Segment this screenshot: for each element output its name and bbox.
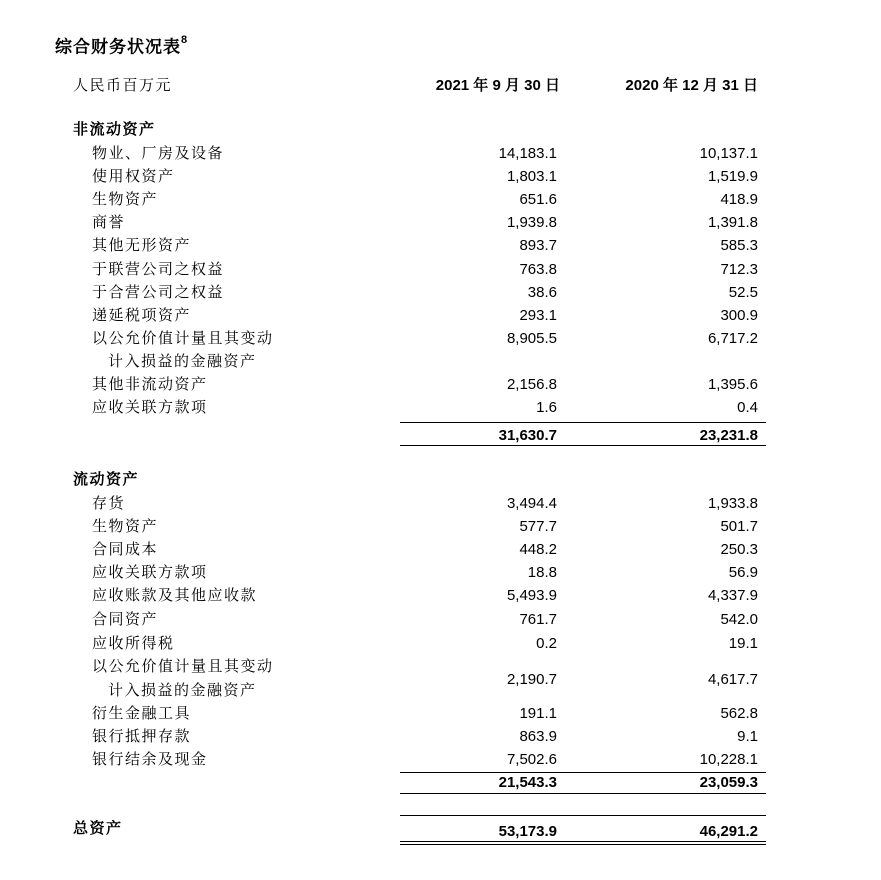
non-current-total-2021: 31,630.7 (498, 427, 557, 444)
row-label: 衍生金融工具 (92, 704, 192, 722)
column-header-2021: 2021 年 9 月 30 日 (435, 77, 560, 94)
row-value-2021: 7,502.6 (506, 751, 557, 768)
row-label: 递延税项资产 (92, 306, 192, 324)
row-value-2020: 10,137.1 (699, 145, 758, 162)
row-label-continued: 计入损益的金融资产 (108, 352, 257, 370)
subtotal-rule (400, 772, 766, 773)
grand-total-rule-top (400, 815, 766, 816)
row-value-2021: 3,494.4 (506, 495, 557, 512)
row-label: 应收账款及其他应收款 (92, 586, 258, 604)
row-value-2020: 300.9 (720, 307, 758, 324)
row-value-2021: 191.1 (519, 705, 557, 722)
row-value-2020: 501.7 (720, 518, 758, 535)
row-value-2021: 5,493.9 (506, 587, 557, 604)
row-value-2021: 761.7 (519, 611, 557, 628)
row-value-2020: 562.8 (720, 705, 758, 722)
row-value-2021: 2,156.8 (506, 376, 557, 393)
row-value-2020: 1,395.6 (707, 376, 758, 393)
row-value-2020: 6,717.2 (707, 330, 758, 347)
row-value-2021: 577.7 (519, 518, 557, 535)
row-value-2021: 293.1 (519, 307, 557, 324)
row-label: 于合营公司之权益 (92, 283, 225, 301)
row-value-2021: 2,190.7 (506, 671, 557, 688)
grand-total-double-rule-2 (400, 844, 766, 845)
row-label: 生物资产 (92, 190, 159, 208)
subtotal-rule (400, 422, 766, 423)
total-rule (400, 445, 766, 446)
row-value-2021: 893.7 (519, 237, 557, 254)
row-value-2021: 8,905.5 (506, 330, 557, 347)
row-label: 应收所得税 (92, 634, 175, 652)
row-value-2021: 448.2 (519, 541, 557, 558)
row-value-2020: 4,337.9 (707, 587, 758, 604)
row-value-2020: 1,519.9 (707, 168, 758, 185)
grand-total-2020: 46,291.2 (699, 823, 758, 840)
row-value-2020: 4,617.7 (707, 671, 758, 688)
row-label: 生物资产 (92, 517, 159, 535)
row-label: 以公允价值计量且其变动 (92, 657, 274, 675)
row-value-2020: 1,933.8 (707, 495, 758, 512)
row-label: 商誉 (92, 213, 126, 231)
row-value-2020: 10,228.1 (699, 751, 758, 768)
grand-total-double-rule-1 (400, 841, 766, 842)
current-total-2021: 21,543.3 (498, 774, 557, 791)
footnote-marker: 8 (181, 34, 189, 46)
row-value-2020: 418.9 (720, 191, 758, 208)
grand-total-2021: 53,173.9 (498, 823, 557, 840)
row-value-2020: 0.4 (737, 399, 758, 416)
grand-total-label: 总资产 (73, 819, 123, 837)
row-value-2020: 250.3 (720, 541, 758, 558)
row-label: 于联营公司之权益 (92, 260, 225, 278)
row-value-2021: 651.6 (519, 191, 557, 208)
row-value-2020: 56.9 (728, 564, 758, 581)
row-value-2020: 712.3 (720, 261, 758, 278)
section-heading-current: 流动资产 (73, 470, 140, 488)
row-value-2020: 1,391.8 (707, 214, 758, 231)
row-value-2021: 0.2 (536, 635, 557, 652)
total-rule (400, 793, 766, 794)
row-value-2021: 14,183.1 (498, 145, 557, 162)
row-label: 其他无形资产 (92, 236, 192, 254)
row-value-2020: 52.5 (728, 284, 758, 301)
section-heading-non-current: 非流动资产 (73, 120, 156, 138)
row-label: 物业、厂房及设备 (92, 144, 225, 162)
row-label: 合同资产 (92, 610, 159, 628)
row-label: 合同成本 (92, 540, 159, 558)
row-value-2020: 19.1 (728, 635, 758, 652)
row-value-2021: 38.6 (527, 284, 557, 301)
row-label: 应收关联方款项 (92, 563, 208, 581)
row-label: 应收关联方款项 (92, 398, 208, 416)
row-value-2021: 763.8 (519, 261, 557, 278)
row-value-2020: 585.3 (720, 237, 758, 254)
page-title: 综合财务状况表$^8$ (55, 34, 189, 58)
row-label: 使用权资产 (92, 167, 175, 185)
row-label: 存货 (92, 494, 126, 512)
row-value-2021: 18.8 (527, 564, 557, 581)
row-label-continued: 计入损益的金融资产 (108, 681, 257, 699)
current-total-2020: 23,059.3 (699, 774, 758, 791)
row-label: 其他非流动资产 (92, 375, 208, 393)
row-value-2021: 1.6 (536, 399, 557, 416)
column-header-2020: 2020 年 12 月 31 日 (625, 77, 758, 94)
row-value-2020: 9.1 (737, 728, 758, 745)
row-value-2021: 863.9 (519, 728, 557, 745)
row-value-2020: 542.0 (720, 611, 758, 628)
row-label: 银行结余及现金 (92, 750, 208, 768)
row-label: 以公允价值计量且其变动 (92, 329, 274, 347)
row-label: 银行抵押存款 (92, 727, 192, 745)
non-current-total-2020: 23,231.8 (699, 427, 758, 444)
row-value-2021: 1,803.1 (506, 168, 557, 185)
row-value-2021: 1,939.8 (506, 214, 557, 231)
currency-label: 人民币百万元 (73, 76, 173, 94)
